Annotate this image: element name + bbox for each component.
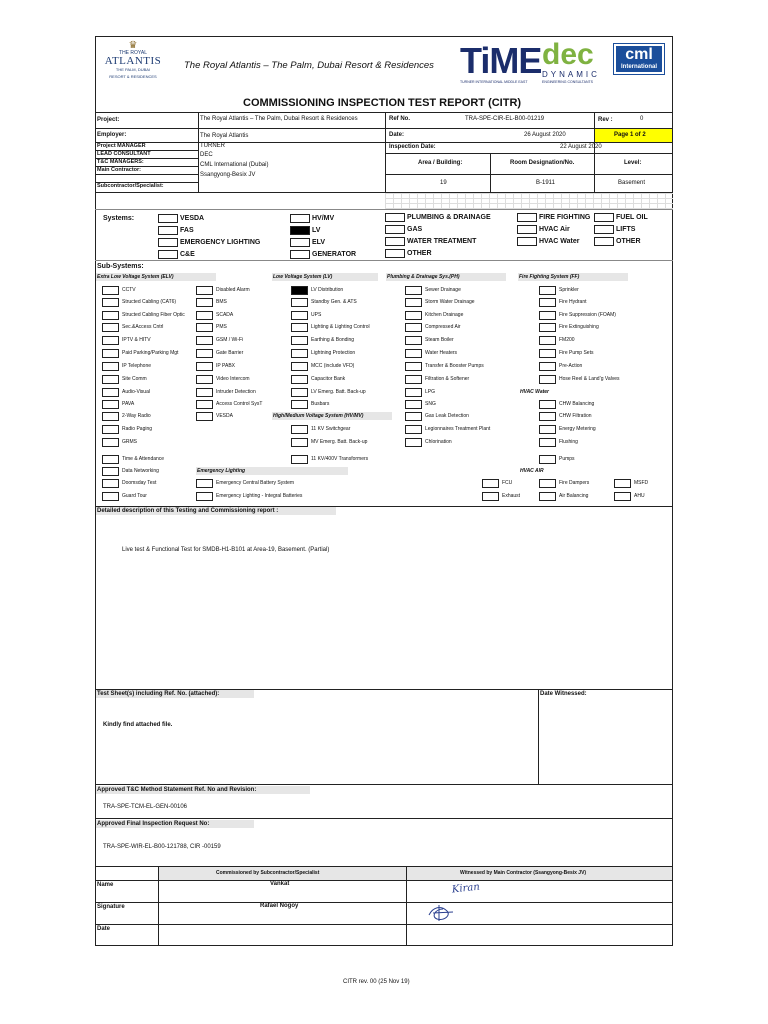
system-emergency-lighting: EMERGENCY LIGHTING bbox=[180, 239, 261, 246]
subsystem-elv2-item: Disabled Alarm bbox=[216, 287, 250, 293]
checkbox-emergency-0[interactable] bbox=[196, 479, 213, 488]
final-inspection-label: Approved Final Inspection Request No: bbox=[97, 821, 210, 827]
checkbox-elv2-0[interactable] bbox=[196, 286, 213, 295]
cml-logo: cml International bbox=[614, 44, 664, 74]
dec-logo: dec DYNAMIC ENGINEERING CONSULTANTS bbox=[542, 38, 600, 84]
date-value: 26 August 2020 bbox=[524, 132, 566, 138]
subsystem-elv2-item: Gate Barrier bbox=[216, 350, 244, 356]
checkbox-fire-5[interactable] bbox=[539, 349, 556, 358]
checkbox-elv-14[interactable] bbox=[102, 467, 119, 476]
subsystem-emergency-item: Emergency Central Battery System bbox=[216, 480, 295, 486]
checkbox-elv-9[interactable] bbox=[102, 400, 119, 409]
subsystem-hvac-air-item: Fire Dampers bbox=[559, 480, 590, 486]
checkbox-lv-5[interactable] bbox=[291, 349, 308, 358]
checkbox-emergency-lighting[interactable] bbox=[158, 238, 178, 247]
name-row-label: Name bbox=[97, 882, 114, 888]
checkbox-lv-6[interactable] bbox=[291, 362, 308, 371]
checkbox-fire-dampers[interactable] bbox=[539, 479, 556, 488]
system-gas: GAS bbox=[407, 226, 423, 233]
subsystem-elv-item: CCTV bbox=[122, 287, 136, 293]
date-row-label: Date bbox=[97, 926, 111, 932]
system-lifts: LIFTS bbox=[616, 226, 636, 233]
checkbox-elv2-10[interactable] bbox=[196, 412, 213, 421]
lead-consultant-label: LEAD CONSULTANT bbox=[97, 151, 151, 157]
dotted-spacer bbox=[385, 193, 673, 209]
subsystem-lv-item: LV Emerg. Batt. Back-up bbox=[311, 389, 366, 395]
subsystem-elv2-item: SCADA bbox=[216, 312, 234, 318]
subsystem-elv-item: Radio Paging bbox=[122, 426, 153, 432]
checkbox-elv-3[interactable] bbox=[102, 323, 119, 332]
subsystem-lv-item: Earthing & Bonding bbox=[311, 337, 355, 343]
subsystem-plumbing-item: Storm Water Drainage bbox=[425, 299, 475, 305]
checkbox-fire-0[interactable] bbox=[539, 286, 556, 295]
main-contractor-label: Main Contractor: bbox=[97, 167, 141, 173]
checkbox-exhaust[interactable] bbox=[482, 492, 499, 501]
system-fuel-oil: FUEL OIL bbox=[616, 214, 648, 221]
checkbox-plumb-3[interactable] bbox=[405, 323, 422, 332]
ref-label: Ref No. bbox=[389, 116, 410, 122]
checkbox-other-3[interactable] bbox=[385, 249, 405, 258]
tc-managers-label: T&C MANAGERS: bbox=[97, 159, 144, 165]
checkbox-lv-4[interactable] bbox=[291, 336, 308, 345]
checkbox-fuel-oil[interactable] bbox=[594, 213, 614, 222]
checkbox-elv-1[interactable] bbox=[102, 298, 119, 307]
subsystem-plumbing-item: Kitchen Drainage bbox=[425, 312, 464, 318]
checkbox-plumb-6[interactable] bbox=[405, 362, 422, 371]
plumbing-heading: Plumbing & Drainage Sys.(PH) bbox=[387, 274, 460, 280]
system-elv: ELV bbox=[312, 239, 326, 246]
signoff-col2-header: Witnessed by Main Contractor (Ssangyong-Besix JV) bbox=[460, 870, 587, 876]
system-plumbing: PLUMBING & DRAINAGE bbox=[407, 214, 491, 221]
checkbox-elv2-5[interactable] bbox=[196, 349, 213, 358]
checkbox-fire-1[interactable] bbox=[539, 298, 556, 307]
project-label: Project: bbox=[97, 117, 120, 123]
checkbox-plumb-4[interactable] bbox=[405, 336, 422, 345]
system-hvac-water: HVAC Water bbox=[539, 238, 580, 245]
checkbox-elv-10[interactable] bbox=[102, 412, 119, 421]
subsystem-hvac-air-item: Air Balancing bbox=[559, 493, 589, 499]
date-label: Date: bbox=[389, 132, 405, 138]
subsystem-elv-item: IP Telephone bbox=[122, 363, 152, 369]
checkbox-plumb-0[interactable] bbox=[405, 286, 422, 295]
subsystem-elv2-item: PMS bbox=[216, 324, 227, 330]
project-header-title: The Royal Atlantis – The Palm, Dubai Resort & Residences bbox=[184, 60, 434, 71]
subsystem-hv-item: 11 KV/400V Transformers bbox=[311, 456, 369, 462]
employer-value: The Royal Atlantis bbox=[200, 133, 249, 139]
rev-value: 0 bbox=[640, 116, 644, 122]
checkbox-lv-9[interactable] bbox=[291, 400, 308, 409]
report-title: COMMISSIONING INSPECTION TEST REPORT (CITR) bbox=[243, 97, 522, 109]
employer-label: Employer: bbox=[97, 132, 127, 138]
footer-revision: CITR rev. 00 (25 Nov 19) bbox=[343, 979, 410, 985]
subsystem-lv-item: Standby Gen. & ATS bbox=[311, 299, 357, 305]
checkbox-lv-3[interactable] bbox=[291, 323, 308, 332]
checkbox-msfd[interactable] bbox=[614, 479, 631, 488]
system-fire-fighting: FIRE FIGHTING bbox=[539, 214, 591, 221]
signature-row-label: Signature bbox=[97, 904, 125, 910]
pm-value: TURNER bbox=[200, 143, 225, 149]
checkbox-plumb-8[interactable] bbox=[405, 388, 422, 397]
checkbox-elv-11[interactable] bbox=[102, 425, 119, 434]
elv-heading: Extra Low Voltage System (ELV) bbox=[97, 274, 174, 280]
checkbox-elv-0[interactable] bbox=[102, 286, 119, 295]
subsystem-lv-item: Busbars bbox=[311, 401, 330, 407]
checkbox-plumb-2[interactable] bbox=[405, 311, 422, 320]
method-statement-value: TRA-SPE-TCM-EL-GEN-00106 bbox=[103, 804, 188, 810]
name-value: Vankat bbox=[270, 881, 290, 887]
area-label: Area / Building: bbox=[418, 160, 463, 166]
checkbox-lv-2[interactable] bbox=[291, 311, 308, 320]
subsystem-fire-item: Fire Pump Sets bbox=[559, 350, 594, 356]
subsystem-lv-item: MCC (include VFD) bbox=[311, 363, 355, 369]
subsystem-elv2-item: Access Control SysT bbox=[216, 401, 263, 407]
checkbox-plumb-5[interactable] bbox=[405, 349, 422, 358]
checkbox-hvmv[interactable] bbox=[290, 214, 310, 223]
page-number: Page 1 of 2 bbox=[614, 132, 646, 138]
checkbox-lifts[interactable] bbox=[594, 225, 614, 234]
checkbox-elv2-7[interactable] bbox=[196, 375, 213, 384]
subsystem-elv-item: Paid Parking/Parking Mgt bbox=[122, 350, 179, 356]
subsystem-hvac-air-item: MSFD bbox=[634, 480, 649, 486]
checkbox-elv2-3[interactable] bbox=[196, 323, 213, 332]
atlantis-crest-icon: ♛ bbox=[128, 40, 138, 51]
checkbox-generator[interactable] bbox=[290, 250, 310, 259]
tc-managers-value: CML International (Dubai) bbox=[200, 162, 269, 168]
subsystem-plumbing-item: Legionnaires Treatment Plant bbox=[425, 426, 491, 432]
subsystem-hvac-air-item: FCU bbox=[502, 480, 513, 486]
checkbox-elv-16[interactable] bbox=[102, 492, 119, 501]
system-other: OTHER bbox=[616, 238, 641, 245]
subsystem-elv-item: 2-Way Radio bbox=[122, 413, 151, 419]
checkbox-emergency-1[interactable] bbox=[196, 492, 213, 501]
checkbox-ahu[interactable] bbox=[614, 492, 631, 501]
subsystem-lv-item: Lighting & Lighting Control bbox=[311, 324, 370, 330]
checkbox-fire-3[interactable] bbox=[539, 323, 556, 332]
checkbox-fcu[interactable] bbox=[482, 479, 499, 488]
checkbox-hv-1[interactable] bbox=[291, 438, 308, 447]
system-fas: FAS bbox=[180, 227, 194, 234]
subsystem-elv2-item: BMS bbox=[216, 299, 227, 305]
checkbox-elv2-4[interactable] bbox=[196, 336, 213, 345]
checkbox-lv-7[interactable] bbox=[291, 375, 308, 384]
checkbox-plumb-11[interactable] bbox=[405, 425, 422, 434]
checkbox-ce[interactable] bbox=[158, 250, 178, 259]
subsystem-elv-item: Audio-Visual bbox=[122, 389, 150, 395]
checkbox-fire-fighting[interactable] bbox=[517, 213, 537, 222]
subsystem-elv2-item: VESDA bbox=[216, 413, 233, 419]
area-value: 19 bbox=[440, 180, 447, 186]
witness-signature-scribble bbox=[425, 903, 457, 923]
checkbox-elv2-9[interactable] bbox=[196, 400, 213, 409]
subsystems-label: Sub-Systems: bbox=[97, 263, 144, 270]
subsystem-fire-item: Hose Reel & Landʼg Valves bbox=[559, 376, 620, 382]
subsystem-plumbing-item: Gas Leak Detection bbox=[425, 413, 469, 419]
subsystem-elv2-item: Intruder Detection bbox=[216, 389, 256, 395]
subsystem-plumbing-item: Compressed Air bbox=[425, 324, 461, 330]
inspection-date-value: 22 August 2020 bbox=[560, 144, 602, 150]
main-contractor-value: Ssangyong-Besix JV bbox=[200, 172, 256, 178]
subsystem-plumbing-item: Filtration & Softener bbox=[425, 376, 470, 382]
subsystem-plumbing-item: Sewer Drainage bbox=[425, 287, 461, 293]
checkbox-water-treatment[interactable] bbox=[385, 237, 405, 246]
checkbox-hvac-water-4[interactable] bbox=[539, 455, 556, 464]
rev-label: Rev : bbox=[598, 117, 613, 123]
checkbox-elv[interactable] bbox=[290, 238, 310, 247]
system-hvac-air: HVAC Air bbox=[539, 226, 570, 233]
subsystem-hvac-water-item: CHW Balancing bbox=[559, 401, 595, 407]
description-text: Live test & Functional Test for SMDB-H1-B101 at Area-19, Basement. (Partial) bbox=[122, 547, 330, 553]
subsystem-elv-item: Structed Cabling (CAT6) bbox=[122, 299, 177, 305]
subsystem-fire-item: Sprinkler bbox=[559, 287, 579, 293]
date-witnessed-label: Date Witnessed: bbox=[540, 691, 587, 697]
system-generator: GENERATOR bbox=[312, 251, 357, 258]
room-label: Room Designation/No. bbox=[510, 160, 575, 166]
ref-value: TRA-SPE-CIR-EL-B00-01219 bbox=[465, 116, 545, 122]
level-value: Basement bbox=[618, 180, 646, 186]
checkbox-lv[interactable] bbox=[290, 226, 310, 235]
checkbox-hvac-water-3[interactable] bbox=[539, 438, 556, 447]
checkbox-elv-8[interactable] bbox=[102, 388, 119, 397]
checkbox-hvac-air[interactable] bbox=[517, 225, 537, 234]
checkbox-lv-8[interactable] bbox=[291, 388, 308, 397]
room-value: B-1911 bbox=[536, 180, 555, 186]
subsystem-hvac-water-item: Flushing bbox=[559, 439, 578, 445]
checkbox-plumb-1[interactable] bbox=[405, 298, 422, 307]
checkbox-lv-0[interactable] bbox=[291, 286, 308, 295]
checkbox-gas[interactable] bbox=[385, 225, 405, 234]
subcontractor-label: Subcontractor/Specialist: bbox=[97, 183, 164, 189]
test-sheets-text: Kindly find attached file. bbox=[103, 722, 173, 728]
checkbox-plumb-12[interactable] bbox=[405, 438, 422, 447]
time-logo: TiME TURNER INTERNATIONAL MIDDLE EAST bbox=[460, 40, 542, 84]
subsystem-plumbing-item: Water Heaters bbox=[425, 350, 458, 356]
subsystem-plumbing-item: LPG bbox=[425, 389, 436, 395]
subsystem-plumbing-item: Steam Boiler bbox=[425, 337, 454, 343]
level-label: Level: bbox=[624, 160, 642, 166]
system-ce: C&E bbox=[180, 251, 195, 258]
checkbox-plumb-10[interactable] bbox=[405, 412, 422, 421]
checkbox-elv-4[interactable] bbox=[102, 336, 119, 345]
system-vesda: VESDA bbox=[180, 215, 205, 222]
subsystem-plumbing-item: Transfer & Booster Pumps bbox=[425, 363, 484, 369]
checkbox-other-5[interactable] bbox=[594, 237, 614, 246]
subsystem-elv2-item: GSM / Wi-Fi bbox=[216, 337, 244, 343]
subsystem-hv-item: 11 KV Switchgear bbox=[311, 426, 351, 432]
checkbox-lv-1[interactable] bbox=[291, 298, 308, 307]
signature-value: Rafael Nogoy bbox=[260, 903, 299, 909]
subsystem-emergency-item: Emergency Lighting - Integral Batteries bbox=[216, 493, 303, 499]
checkbox-elv2-1[interactable] bbox=[196, 298, 213, 307]
systems-label: Systems: bbox=[103, 215, 135, 222]
subsystem-fire-item: Fire Extinguishing bbox=[559, 324, 599, 330]
project-value: The Royal Atlantis – The Palm, Dubai Resort & Residences bbox=[200, 116, 358, 122]
subsystem-hvac-air-item: Exhaust bbox=[502, 493, 521, 499]
checkbox-elv-6[interactable] bbox=[102, 362, 119, 371]
checkbox-plumbing[interactable] bbox=[385, 213, 405, 222]
witness-handwritten-name: Kiran bbox=[451, 881, 481, 896]
royal-atlantis-logo: ♛ THE ROYAL ATLANTIS THE PALM, DUBAI RESORT & RESIDENCES bbox=[102, 40, 164, 90]
subsystem-elv-item: IPTV & HITV bbox=[122, 337, 151, 343]
subsystem-fire-item: Fire Suppression (FOAM) bbox=[559, 312, 616, 318]
subsystem-lv-item: Capacitor Bank bbox=[311, 376, 346, 382]
checkbox-hvac-water-2[interactable] bbox=[539, 425, 556, 434]
checkbox-hvac-water-1[interactable] bbox=[539, 412, 556, 421]
checkbox-plumb-7[interactable] bbox=[405, 375, 422, 384]
checkbox-elv2-6[interactable] bbox=[196, 362, 213, 371]
subsystem-fire-item: Fire Hydrant bbox=[559, 299, 587, 305]
hvac-water-heading: HVAC Water bbox=[520, 389, 549, 395]
checkbox-fire-6[interactable] bbox=[539, 362, 556, 371]
subsystem-hvac-water-item: Pumps bbox=[559, 456, 575, 462]
subsystem-elv-item: Time & Attendance bbox=[122, 456, 165, 462]
subsystem-elv-item: Data Networking bbox=[122, 468, 159, 474]
system-water-treatment: WATER TREATMENT bbox=[407, 238, 477, 245]
test-sheets-label: Test Sheet(s) including Ref. No. (attached): bbox=[97, 691, 220, 697]
checkbox-elv-15[interactable] bbox=[102, 479, 119, 488]
system-lv: LV bbox=[312, 227, 321, 234]
checkbox-hv-0[interactable] bbox=[291, 425, 308, 434]
subsystem-elv-item: Sec.&Access Cntrl bbox=[122, 324, 164, 330]
method-statement-label: Approved T&C Method Statement Ref. No and Revision: bbox=[97, 787, 257, 793]
system-other: OTHER bbox=[407, 250, 432, 257]
checkbox-fas[interactable] bbox=[158, 226, 178, 235]
checkbox-fire-7[interactable] bbox=[539, 375, 556, 384]
subsystem-lv-item: UPS bbox=[311, 312, 322, 318]
subsystem-lv-item: LV Distribution bbox=[311, 287, 344, 293]
fire-fighting-heading: Fire Fighting System (FF) bbox=[519, 274, 580, 280]
checkbox-air-balancing[interactable] bbox=[539, 492, 556, 501]
checkbox-fire-2[interactable] bbox=[539, 311, 556, 320]
hvac-air-heading: HVAC AIR bbox=[520, 468, 544, 474]
subsystem-elv-item: Structed Cabling Fiber Optic bbox=[122, 312, 185, 318]
lead-consultant-value: DEC bbox=[200, 152, 213, 158]
hv-heading: High/Medium Voltage System (HV/MV) bbox=[273, 413, 364, 419]
subsystem-plumbing-item: SNG bbox=[425, 401, 436, 407]
subsystem-elv2-item: IP PABX bbox=[216, 363, 235, 369]
subsystem-lv-item: Lightning Protection bbox=[311, 350, 356, 356]
checkbox-hvac-water-0[interactable] bbox=[539, 400, 556, 409]
description-label: Detailed description of this Testing and Commissioning report : bbox=[97, 508, 279, 514]
subsystem-fire-item: Pre-Action bbox=[559, 363, 583, 369]
pm-label: Project MANAGER bbox=[97, 143, 146, 149]
checkbox-elv-7[interactable] bbox=[102, 375, 119, 384]
subsystem-elv-item: Site Comm bbox=[122, 376, 147, 382]
checkbox-elv2-8[interactable] bbox=[196, 388, 213, 397]
checkbox-elv2-2[interactable] bbox=[196, 311, 213, 320]
checkbox-elv-2[interactable] bbox=[102, 311, 119, 320]
subsystem-fire-item: FM200 bbox=[559, 337, 575, 343]
subsystem-hv-item: MV Emerg. Batt. Back-up bbox=[311, 439, 368, 445]
inspection-date-label: Inspection Date: bbox=[389, 144, 436, 150]
subsystem-elv-item: PAVA bbox=[122, 401, 135, 407]
checkbox-hvac-water[interactable] bbox=[517, 237, 537, 246]
subsystem-elv-item: GRMS bbox=[122, 439, 137, 445]
lv-heading: Low Voltage System (LV) bbox=[273, 274, 333, 280]
checkbox-elv-13[interactable] bbox=[102, 455, 119, 464]
subsystem-plumbing-item: Chlorination bbox=[425, 439, 452, 445]
checkbox-hv-2[interactable] bbox=[291, 455, 308, 464]
subsystem-elv2-item: Video Intercom bbox=[216, 376, 250, 382]
checkbox-elv-5[interactable] bbox=[102, 349, 119, 358]
system-hvmv: HV/MV bbox=[312, 215, 335, 222]
subsystem-hvac-water-item: CHW Filtration bbox=[559, 413, 592, 419]
subsystem-elv-item: Doomsday Test bbox=[122, 480, 157, 486]
subsystem-hvac-water-item: Energy Metering bbox=[559, 426, 596, 432]
subsystem-hvac-air-item: AHU bbox=[634, 493, 645, 499]
checkbox-fire-4[interactable] bbox=[539, 336, 556, 345]
signoff-col1-header: Commissioned by Subcontractor/Specialist bbox=[216, 870, 320, 876]
final-inspection-value: TRA-SPE-WIR-EL-B00-121788, CIR -00159 bbox=[103, 844, 221, 850]
emergency-lighting-heading: Emergency Lighting bbox=[197, 468, 246, 474]
checkbox-vesda[interactable] bbox=[158, 214, 178, 223]
checkbox-plumb-9[interactable] bbox=[405, 400, 422, 409]
checkbox-elv-12[interactable] bbox=[102, 438, 119, 447]
subsystem-elv-item: Guard Tour bbox=[122, 493, 147, 499]
